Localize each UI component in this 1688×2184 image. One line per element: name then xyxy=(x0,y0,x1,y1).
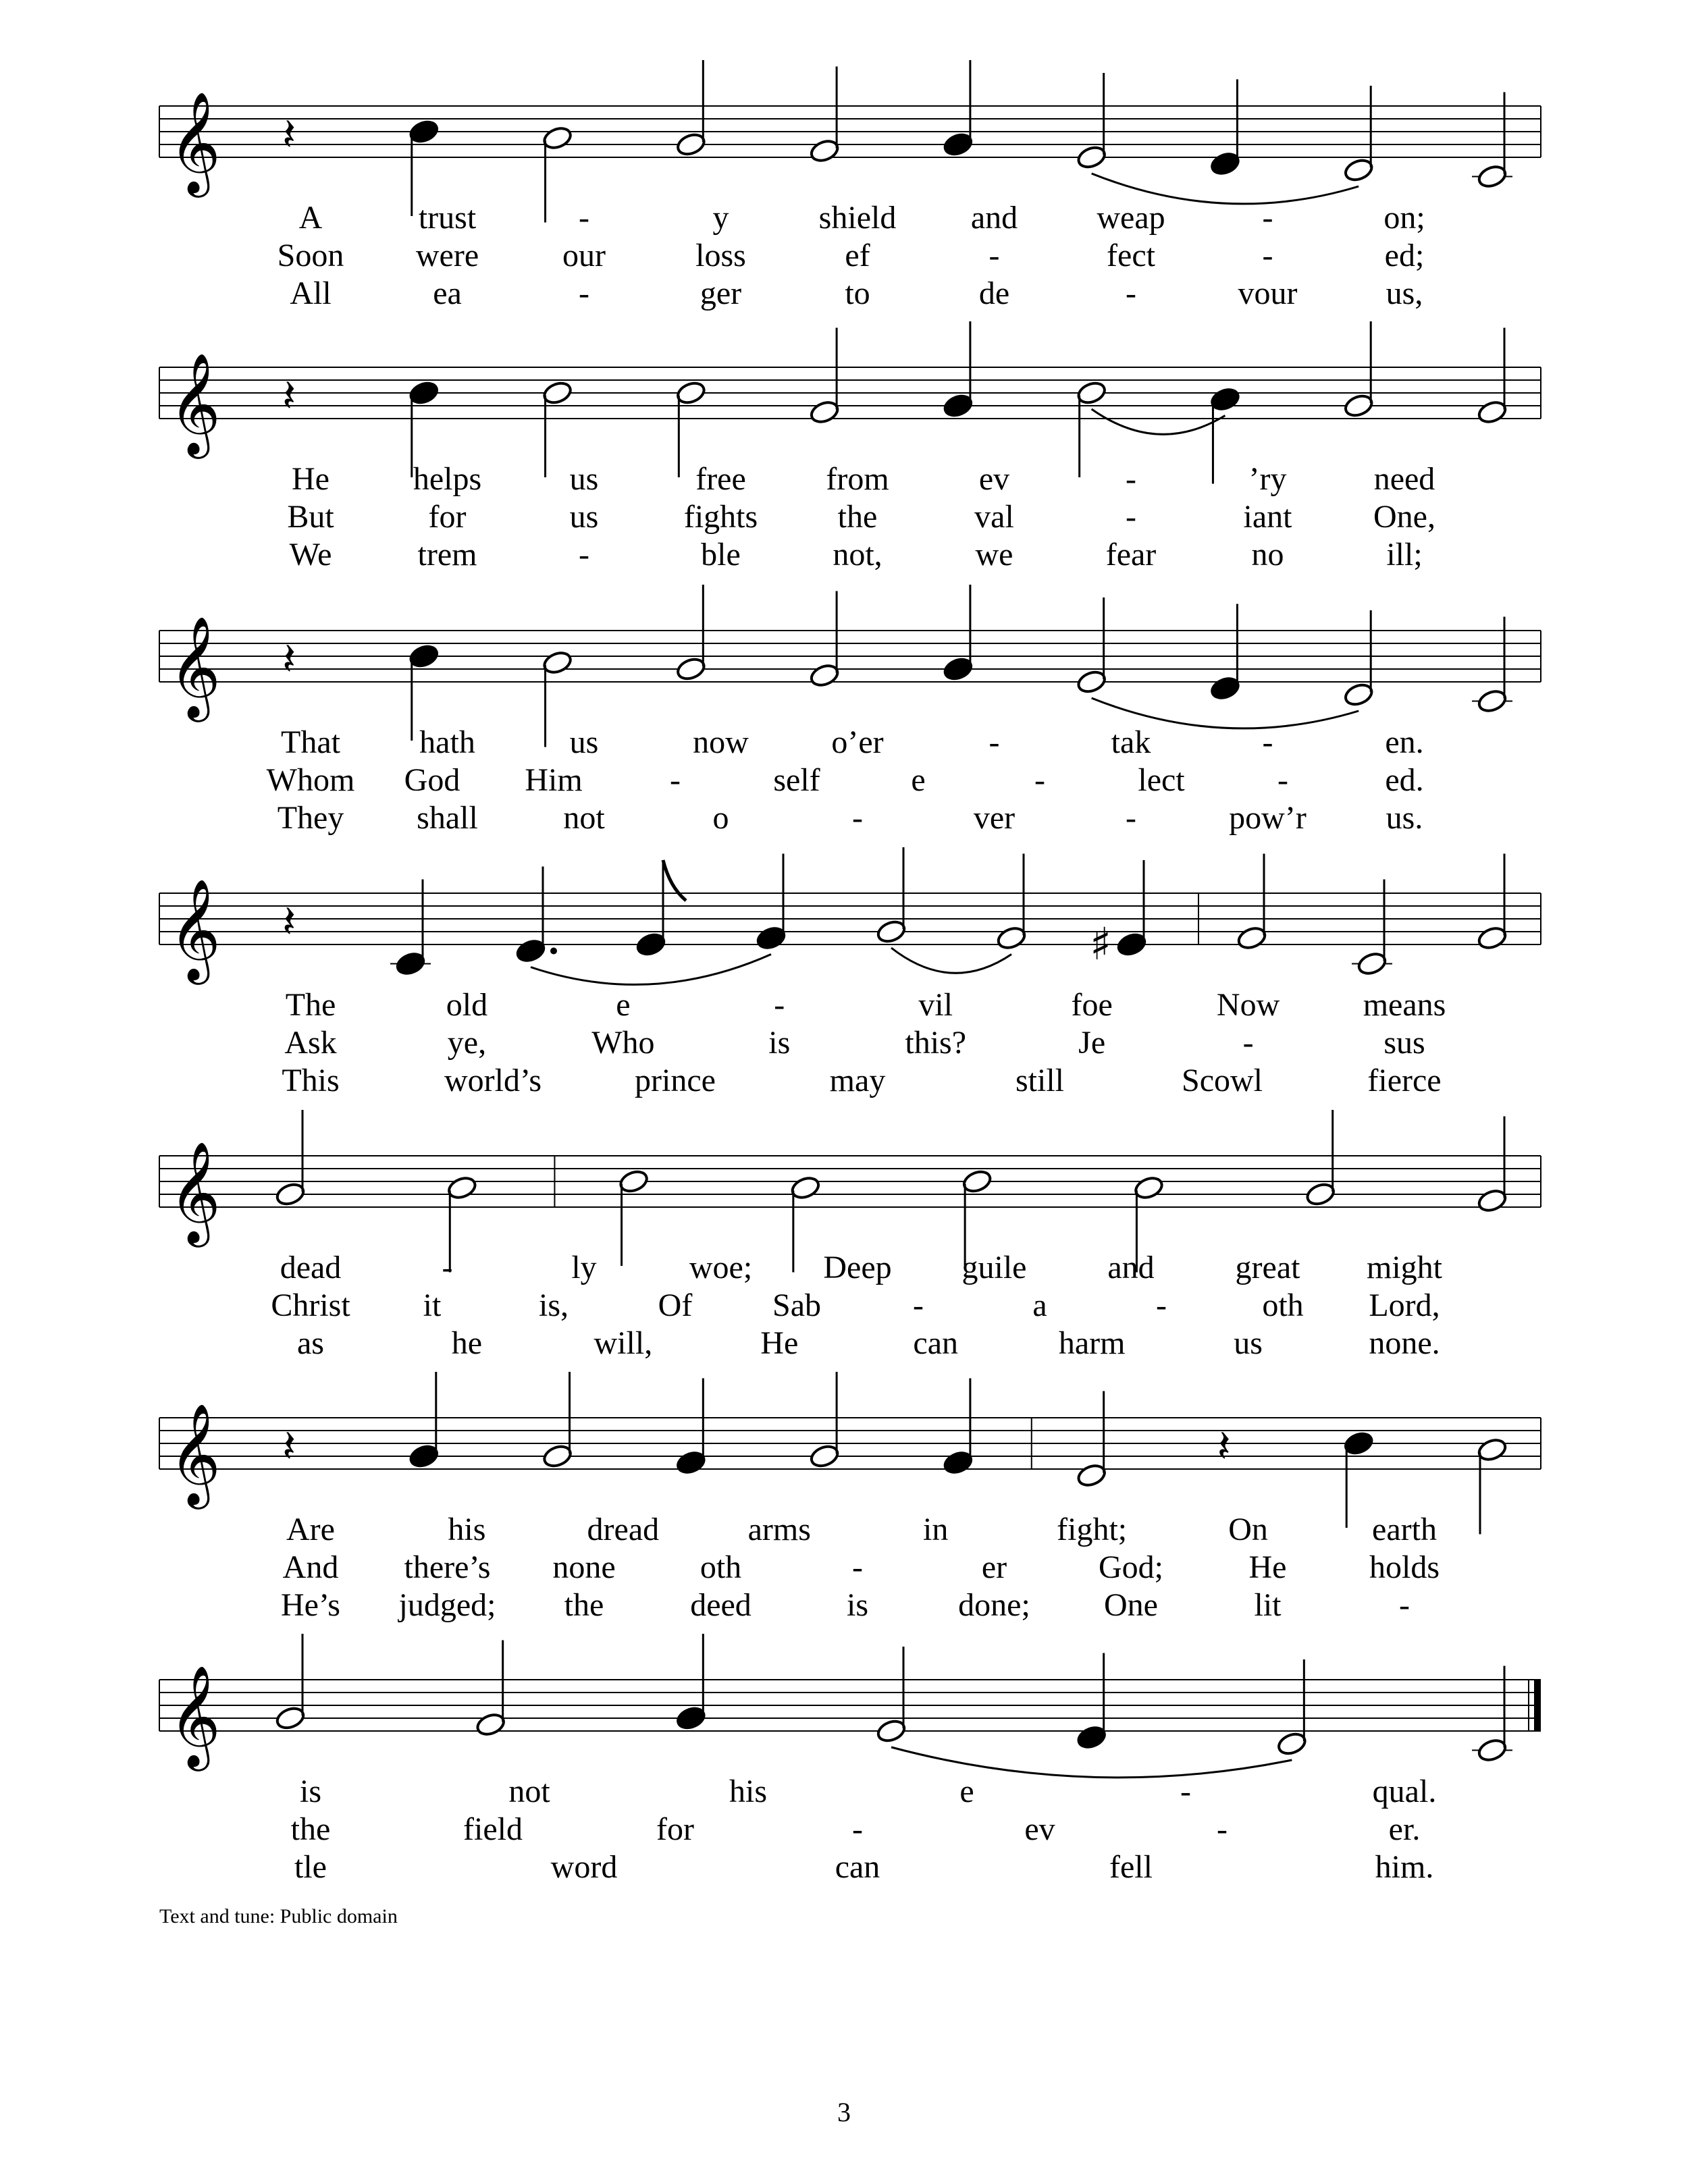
lyric-syllable: ble xyxy=(701,537,741,572)
lyric-syllable: ev xyxy=(1024,1811,1055,1847)
lyric-syllable: Deep xyxy=(823,1250,892,1285)
notehead xyxy=(635,931,667,957)
quarter-rest-icon: 𝄽 xyxy=(282,370,296,422)
treble-clef-icon: 𝄞 xyxy=(169,1140,221,1243)
notehead xyxy=(809,1443,841,1469)
lyric-syllable: - xyxy=(579,537,589,572)
notehead xyxy=(1343,1430,1375,1456)
lyric-syllable: done; xyxy=(958,1587,1030,1623)
lyric-syllable: Who xyxy=(591,1025,655,1061)
notehead xyxy=(675,379,707,406)
lyric-syllable: world’s xyxy=(444,1063,542,1098)
lyric-syllable: - xyxy=(852,1549,863,1585)
lyric-syllable: there’s xyxy=(404,1549,491,1585)
notehead xyxy=(1133,1175,1165,1201)
notehead xyxy=(809,138,841,164)
lyric-syllable: - xyxy=(442,1250,453,1285)
lyric-syllable: fights xyxy=(683,499,758,535)
lyric-syllable: woe; xyxy=(689,1250,753,1285)
lyric-syllable: no xyxy=(1251,537,1284,572)
lyric-syllable: fect xyxy=(1107,238,1155,273)
lyric-syllable: is xyxy=(299,1774,322,1809)
notehead xyxy=(408,379,440,406)
notehead xyxy=(542,649,573,676)
lyric-syllable: Lord, xyxy=(1369,1287,1440,1323)
lyric-syllable: He xyxy=(760,1325,799,1361)
lyric-syllable: That xyxy=(281,724,340,760)
lyric-syllable: for xyxy=(656,1811,694,1847)
notehead xyxy=(1477,925,1508,951)
treble-clef-icon: 𝄞 xyxy=(169,1664,221,1767)
lyric-syllable: and xyxy=(970,200,1018,236)
lyric-syllable: - xyxy=(852,1811,863,1847)
staff-system-7 xyxy=(159,1634,1541,1885)
lyric-syllable: holds xyxy=(1369,1549,1440,1585)
notehead xyxy=(942,131,974,157)
lyric-syllable: Now xyxy=(1216,987,1280,1023)
lyric-syllable: we xyxy=(975,537,1013,572)
lyric-syllable: judged; xyxy=(398,1587,496,1623)
lyric-syllable: o’er xyxy=(831,724,884,760)
notehead xyxy=(1477,163,1508,190)
notehead xyxy=(408,118,440,144)
lyric-syllable: ed. xyxy=(1385,762,1424,798)
notehead xyxy=(1477,1737,1508,1763)
notehead xyxy=(1076,144,1107,170)
lyric-syllable: Whom xyxy=(266,762,355,798)
lyric-syllable: guile xyxy=(961,1250,1027,1285)
notehead xyxy=(942,656,974,682)
lyric-syllable: foe xyxy=(1071,987,1113,1023)
notehead xyxy=(1276,1730,1308,1757)
lyric-syllable: deed xyxy=(690,1587,751,1623)
lyric-syllable: loss xyxy=(695,238,746,273)
notehead xyxy=(1356,951,1388,977)
lyric-syllable: ev xyxy=(978,461,1010,497)
slur xyxy=(891,948,1011,973)
notehead xyxy=(1209,386,1241,412)
notehead xyxy=(1209,675,1241,701)
lyric-syllable: er xyxy=(981,1549,1007,1585)
lyric-syllable: vil xyxy=(918,987,953,1023)
lyric-syllable: Sab xyxy=(772,1287,821,1323)
notehead xyxy=(996,925,1028,951)
lyric-syllable: He xyxy=(292,461,329,497)
lyric-syllable: vour xyxy=(1238,275,1298,311)
notehead xyxy=(1076,668,1107,695)
notehead xyxy=(675,1449,707,1476)
treble-clef-icon: 𝄞 xyxy=(169,878,221,980)
lyric-syllable: Of xyxy=(658,1287,693,1323)
treble-clef-icon: 𝄞 xyxy=(169,615,221,718)
staff-system-4 xyxy=(159,847,1541,1098)
lyric-syllable: - xyxy=(579,200,589,236)
lyric-syllable: - xyxy=(1126,461,1136,497)
eighth-flag xyxy=(663,860,686,901)
notehead xyxy=(1343,392,1375,419)
treble-clef-icon: 𝄞 xyxy=(169,90,221,193)
lyric-syllable: - xyxy=(852,800,863,836)
lyric-syllable: - xyxy=(774,987,785,1023)
lyric-syllable: him. xyxy=(1375,1849,1434,1885)
lyric-syllable: his xyxy=(448,1512,486,1547)
lyric-syllable: - xyxy=(1034,762,1045,798)
lyric-syllable: can xyxy=(913,1325,959,1361)
lyric-syllable: One, xyxy=(1373,499,1435,535)
lyric-syllable: - xyxy=(1126,800,1136,836)
lyric-syllable: us xyxy=(569,461,599,497)
lyric-syllable: Are xyxy=(286,1512,335,1547)
lyric-syllable: hath xyxy=(419,724,475,760)
notehead xyxy=(1236,925,1268,951)
lyric-syllable: ea xyxy=(433,275,462,311)
lyric-syllable: fell xyxy=(1109,1849,1153,1885)
lyric-syllable: tak xyxy=(1111,724,1151,760)
lyric-syllable: The xyxy=(285,987,336,1023)
lyric-syllable: - xyxy=(988,238,1000,273)
notehead xyxy=(1209,151,1241,177)
lyric-syllable: er. xyxy=(1388,1811,1421,1847)
notehead xyxy=(1076,1462,1107,1489)
lyric-syllable: qual. xyxy=(1372,1774,1437,1809)
lyric-syllable: were xyxy=(415,238,479,273)
notehead xyxy=(1477,1437,1508,1463)
lyric-syllable: a xyxy=(1032,1287,1047,1323)
notehead xyxy=(1477,688,1508,714)
notehead xyxy=(675,131,707,157)
lyric-syllable: - xyxy=(1262,724,1273,760)
lyric-syllable: - xyxy=(1180,1774,1191,1809)
lyric-syllable: All xyxy=(290,275,332,311)
lyric-syllable: - xyxy=(1126,275,1136,311)
page-number: 3 xyxy=(837,2097,851,2127)
lyric-syllable: - xyxy=(1277,762,1288,798)
quarter-rest-icon: 𝄽 xyxy=(282,633,296,685)
lyric-syllable: pow’r xyxy=(1229,800,1307,836)
notehead xyxy=(475,1711,506,1738)
staff-system-6 xyxy=(159,1372,1541,1623)
staff-system-1 xyxy=(159,60,1541,311)
lyric-syllable: means xyxy=(1363,987,1446,1023)
lyric-syllable: for xyxy=(428,499,467,535)
notehead xyxy=(942,392,974,419)
lyric-syllable: may xyxy=(829,1063,886,1098)
lyric-syllable: val xyxy=(974,499,1014,535)
lyric-syllable: helps xyxy=(413,461,482,497)
notehead xyxy=(809,662,841,689)
lyric-syllable: e xyxy=(616,987,631,1023)
lyric-syllable: trust xyxy=(418,200,477,236)
lyric-syllable: not xyxy=(563,800,605,836)
notehead xyxy=(1343,157,1375,183)
notehead xyxy=(1477,399,1508,425)
notehead xyxy=(542,379,573,406)
lyric-syllable: Scowl xyxy=(1182,1063,1263,1098)
lyric-syllable: God; xyxy=(1099,1549,1163,1585)
staff-system-5 xyxy=(159,1110,1541,1361)
lyric-syllable: old xyxy=(446,987,488,1023)
quarter-rest-icon: 𝄽 xyxy=(282,1420,296,1472)
lyric-syllable: field xyxy=(463,1811,523,1847)
lyric-syllable: is xyxy=(846,1587,869,1623)
lyric-syllable: not, xyxy=(833,537,882,572)
lyric-syllable: en. xyxy=(1385,724,1424,760)
lyric-syllable: fight; xyxy=(1057,1512,1128,1547)
lyric-syllable: the xyxy=(837,499,878,535)
lyric-syllable: This xyxy=(282,1063,340,1098)
treble-clef-icon: 𝄞 xyxy=(169,1402,221,1505)
lyric-syllable: fierce xyxy=(1367,1063,1442,1098)
notehead xyxy=(942,1449,974,1476)
lyric-syllable: lit xyxy=(1254,1587,1282,1623)
lyric-syllable: o xyxy=(712,800,729,836)
lyric-syllable: now xyxy=(693,724,749,760)
lyric-syllable: trem xyxy=(417,537,477,572)
lyric-syllable: de xyxy=(978,275,1010,311)
quarter-rest-icon: 𝄽 xyxy=(1217,1420,1231,1472)
lyric-syllable: as xyxy=(297,1325,324,1361)
notehead xyxy=(809,399,841,425)
lyric-syllable: earth xyxy=(1372,1512,1437,1547)
lyric-syllable: great xyxy=(1235,1250,1300,1285)
lyric-syllable: harm xyxy=(1058,1325,1126,1361)
notehead xyxy=(408,1443,440,1469)
staff-system-3 xyxy=(159,585,1541,836)
lyric-syllable: the xyxy=(290,1811,331,1847)
lyric-syllable: On xyxy=(1228,1512,1268,1547)
notehead xyxy=(446,1175,478,1201)
lyric-syllable: And xyxy=(282,1549,339,1585)
notehead xyxy=(1116,931,1148,957)
lyric-syllable: fear xyxy=(1105,537,1157,572)
lyric-syllable: us, xyxy=(1386,275,1423,311)
lyric-syllable: ef xyxy=(845,238,870,273)
copyright-credit: Text and tune: Public domain xyxy=(159,1905,398,1927)
notehead xyxy=(1076,1724,1107,1751)
lyric-syllable: in xyxy=(923,1512,949,1547)
notehead xyxy=(408,643,440,669)
notehead xyxy=(961,1168,993,1194)
notehead xyxy=(1304,1181,1336,1207)
lyric-syllable: shield xyxy=(818,200,897,236)
lyric-syllable: - xyxy=(1399,1587,1410,1623)
notehead xyxy=(876,1717,907,1744)
lyric-syllable: oth xyxy=(1262,1287,1304,1323)
lyric-syllable: ed; xyxy=(1384,238,1425,273)
lyric-syllable: none. xyxy=(1369,1325,1440,1361)
lyric-syllable: weap xyxy=(1097,200,1165,236)
notehead xyxy=(275,1705,307,1731)
lyric-syllable: is xyxy=(768,1025,791,1061)
lyric-syllable: A xyxy=(298,200,323,236)
lyric-syllable: He xyxy=(1248,1549,1287,1585)
lyric-syllable: not xyxy=(508,1774,550,1809)
dot xyxy=(550,948,557,955)
lyric-syllable: - xyxy=(1262,238,1273,273)
lyric-syllable: us. xyxy=(1386,800,1423,836)
lyric-syllable: - xyxy=(1217,1811,1228,1847)
barline-final-thick xyxy=(1534,1680,1541,1731)
lyric-syllable: ly xyxy=(571,1250,597,1285)
lyric-syllable: e xyxy=(911,762,926,798)
lyric-syllable: will, xyxy=(594,1325,653,1361)
lyric-syllable: he xyxy=(451,1325,483,1361)
lyric-syllable: ill; xyxy=(1386,537,1423,572)
lyric-syllable: Ask xyxy=(284,1025,337,1061)
lyric-syllable: y xyxy=(712,200,729,236)
lyric-syllable: dead xyxy=(280,1250,342,1285)
lyric-syllable: arms xyxy=(747,1512,811,1547)
quarter-rest-icon: 𝄽 xyxy=(282,896,296,948)
lyric-syllable: - xyxy=(670,762,681,798)
lyric-syllable: sus xyxy=(1383,1025,1425,1061)
notehead xyxy=(618,1168,650,1194)
notehead xyxy=(876,918,907,944)
slur xyxy=(1092,409,1225,434)
lyric-syllable: - xyxy=(1262,200,1273,236)
notehead xyxy=(1076,379,1107,406)
lyric-syllable: prince xyxy=(635,1063,716,1098)
lyric-syllable: our xyxy=(562,238,606,273)
lyric-syllable: ’ry xyxy=(1248,461,1287,497)
notehead xyxy=(675,1705,707,1731)
lyric-syllable: But xyxy=(287,499,334,535)
lyric-syllable: dread xyxy=(587,1512,660,1547)
lyric-syllable: Soon xyxy=(277,238,344,273)
slur xyxy=(891,1747,1292,1778)
notehead xyxy=(275,1181,307,1207)
lyric-syllable: none xyxy=(552,1549,616,1585)
lyric-syllable: his xyxy=(729,1774,768,1809)
lyric-syllable: on; xyxy=(1383,200,1425,236)
lyric-syllable: - xyxy=(1156,1287,1167,1323)
lyric-syllable: tle xyxy=(294,1849,327,1885)
lyric-syllable: lect xyxy=(1138,762,1185,798)
notehead xyxy=(1477,1188,1508,1214)
lyric-syllable: and xyxy=(1107,1250,1155,1285)
lyric-syllable: ger xyxy=(700,275,742,311)
lyric-syllable: need xyxy=(1373,461,1435,497)
notehead xyxy=(395,951,427,977)
lyric-syllable: us xyxy=(1234,1325,1263,1361)
lyric-syllable: Him xyxy=(525,762,583,798)
lyric-syllable: - xyxy=(988,724,1000,760)
lyric-syllable: word xyxy=(550,1849,618,1885)
lyric-syllable: might xyxy=(1366,1250,1443,1285)
treble-clef-icon: 𝄞 xyxy=(169,352,221,454)
slur xyxy=(531,955,771,985)
notehead xyxy=(542,125,573,151)
lyric-syllable: iant xyxy=(1243,499,1292,535)
lyric-syllable: ye, xyxy=(447,1025,487,1061)
lyric-syllable: us xyxy=(569,499,599,535)
lyric-syllable: - xyxy=(1242,1025,1254,1061)
lyric-syllable: is, xyxy=(538,1287,569,1323)
lyric-syllable: this? xyxy=(905,1025,967,1061)
lyric-syllable: self xyxy=(773,762,820,798)
lyric-syllable: - xyxy=(1126,499,1136,535)
lyric-syllable: free xyxy=(695,461,746,497)
notehead xyxy=(515,938,547,964)
lyric-syllable: He’s xyxy=(281,1587,340,1623)
notehead xyxy=(756,925,787,951)
lyric-syllable: - xyxy=(579,275,589,311)
lyric-syllable: One xyxy=(1104,1587,1158,1623)
lyric-syllable: the xyxy=(564,1587,604,1623)
lyric-syllable: to xyxy=(845,275,870,311)
lyric-syllable: - xyxy=(913,1287,924,1323)
lyric-syllable: oth xyxy=(700,1549,742,1585)
staff-system-2 xyxy=(159,321,1541,572)
lyric-syllable: still xyxy=(1015,1063,1065,1098)
lyric-syllable: ver xyxy=(973,800,1016,836)
lyric-syllable: us xyxy=(569,724,599,760)
notehead xyxy=(675,656,707,682)
lyric-syllable: e xyxy=(959,1774,974,1809)
lyric-syllable: it xyxy=(423,1287,442,1323)
quarter-rest-icon: 𝄽 xyxy=(282,109,296,161)
lyric-syllable: from xyxy=(826,461,889,497)
notehead xyxy=(789,1175,821,1201)
lyric-syllable: Je xyxy=(1078,1025,1106,1061)
lyric-syllable: We xyxy=(289,537,332,572)
sharp-icon: ♯ xyxy=(1090,918,1111,970)
notehead xyxy=(542,1443,573,1469)
lyric-syllable: They xyxy=(277,800,344,836)
lyric-syllable: God xyxy=(404,762,460,798)
notehead xyxy=(1343,681,1375,708)
lyric-syllable: Christ xyxy=(271,1287,350,1323)
lyric-syllable: shall xyxy=(417,800,478,836)
lyric-syllable: can xyxy=(835,1849,880,1885)
